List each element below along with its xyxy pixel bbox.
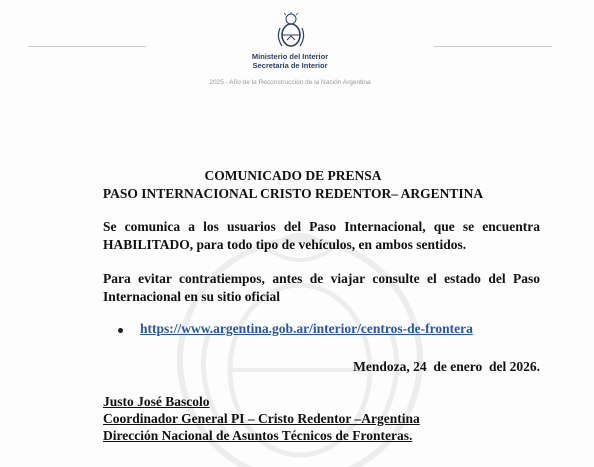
paragraph-advice: Para evitar contratiempos, antes de viajar consulte el estado del Paso Internacional en su sitio oficial — [103, 271, 540, 304]
official-site-link[interactable]: https://www.argentina.gob.ar/interior/centros-de-frontera — [140, 321, 473, 336]
header-rule-left — [28, 46, 146, 47]
paragraph-status: Se comunica a los usuarios del Paso Internacional, que se encuentra HABILITADO, para todo tipo de vehículos, en ambos sentidos. — [103, 219, 540, 252]
signatory-office: Dirección Nacional de Asuntos Técnicos de Fronteras. — [103, 428, 413, 443]
document-subtitle: PASO INTERNACIONAL CRISTO REDENTOR– ARGENTINA — [102, 186, 484, 201]
signatory-name: Justo José Bascolo — [103, 394, 210, 409]
document-title: COMUNICADO DE PRENSA — [204, 168, 382, 183]
signatory-role: Coordinador General PI – Cristo Redentor –Argentina — [103, 411, 420, 426]
ministry-name: Ministerio del Interior — [251, 52, 329, 61]
secretariat-name: Secretaría de Interior — [252, 61, 328, 70]
year-motto: 2025 - Año de la Reconstrucción de la Nación Argentina — [209, 79, 371, 86]
header-rule-right — [434, 46, 552, 47]
document-date: Mendoza, 24 de enero del 2026. — [353, 359, 540, 374]
coat-of-arms-icon — [276, 12, 306, 50]
bullet-icon — [118, 328, 123, 333]
